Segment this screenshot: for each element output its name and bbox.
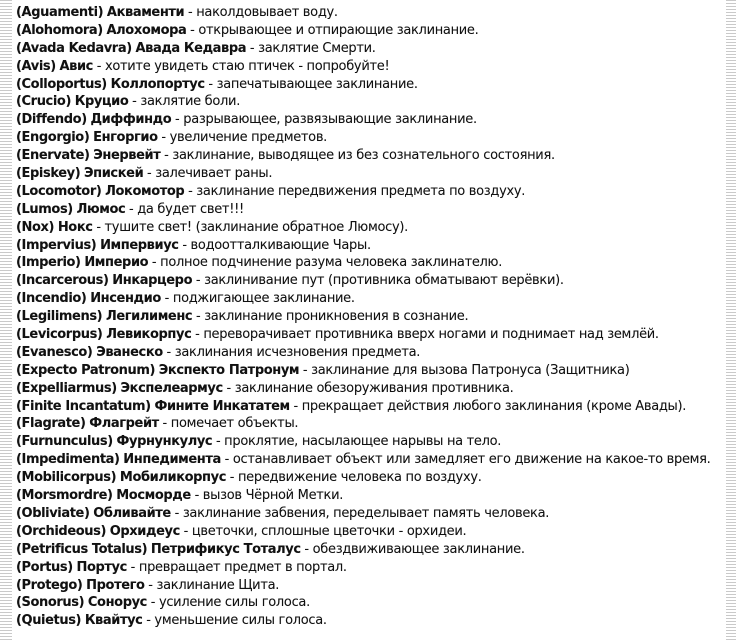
spell-row (16, 308, 728, 326)
spell-latin-name: (Crucio) (16, 94, 71, 110)
spell-latin-name: (Levicorpus) (16, 327, 103, 343)
spell-russian-name: Енгоргио (93, 130, 158, 146)
spell-row (16, 380, 728, 398)
spell-latin-name: (Furnunculus) (16, 434, 113, 450)
spell-latin-name: (Engorgio) (16, 130, 90, 146)
spell-description: - усиление силы голоса. (150, 595, 310, 611)
spell-row (16, 398, 728, 416)
spell-latin-name: (Lumos) (16, 201, 73, 217)
spell-latin-name: (Aguamenti) (16, 5, 104, 20)
spell-row (16, 344, 728, 362)
spell-description: - хотите увидеть стаю птичек - попробуйте! (96, 58, 390, 74)
spell-latin-name: (Episkey) (16, 166, 81, 182)
spell-row (16, 451, 728, 469)
spell-row (16, 76, 728, 94)
spell-latin-name: (Enervate) (16, 148, 90, 164)
spell-latin-name: (Protego) (16, 577, 83, 593)
spell-russian-name: Авада Кедавра (135, 40, 247, 56)
spell-row (16, 254, 728, 272)
spell-description: - заклятие боли. (132, 94, 241, 110)
spell-latin-name: (Colloportus) (16, 76, 107, 92)
spell-description: - заклятие Смерти. (249, 40, 376, 56)
spell-description: - увеличение предметов. (161, 130, 328, 146)
spell-description: - заклинание забвения, переделывает память человека. (174, 505, 550, 521)
spell-latin-name: (Nox) (16, 219, 55, 235)
spell-description: - помечает объекты. (162, 416, 299, 432)
spell-russian-name: Экспекто Патронум (158, 362, 300, 378)
spell-russian-name: Энервейт (93, 148, 161, 164)
spell-latin-name: (Locomotor) (16, 183, 102, 199)
spell-description: - заклинания исчезновения предмета. (166, 344, 421, 360)
spell-row (16, 58, 728, 76)
spell-russian-name: Орхидеус (109, 523, 180, 539)
spell-description: - вызов Чёрной Метки. (194, 488, 344, 504)
spell-russian-name: Квайтус (84, 613, 143, 629)
spell-latin-name: (Portus) (16, 559, 73, 575)
spell-latin-name: (Impervius) (16, 237, 97, 253)
spell-latin-name: (Obliviate) (16, 505, 90, 521)
spell-description: - заклинание для вызова Патронуса (Защитника) (302, 362, 630, 378)
spell-russian-name: Нокс (57, 219, 93, 235)
spell-row (16, 129, 728, 147)
spell-row (16, 326, 728, 344)
spell-russian-name: Мосморде (116, 488, 191, 504)
spell-russian-name: Инсендио (90, 291, 161, 307)
spell-latin-name: (Alohomora) (16, 22, 103, 38)
spell-row (16, 165, 728, 183)
spell-description: - уменьшение силы голоса. (146, 613, 327, 629)
spell-russian-name: Эпискей (84, 166, 144, 182)
spell-russian-name: Мобиликорпус (119, 470, 227, 486)
spell-row (16, 93, 728, 111)
spell-russian-name: Легилименс (105, 309, 193, 325)
spell-latin-name: (Flagrate) (16, 416, 86, 432)
spell-description: - прекращает действия любого заклинания (кроме Авады). (293, 398, 687, 414)
spell-row (16, 147, 728, 165)
spell-russian-name: Обливайте (93, 505, 171, 521)
spell-row (16, 22, 728, 40)
spell-row (16, 237, 728, 255)
left-dotted-border (0, 0, 12, 641)
spell-row (16, 433, 728, 451)
spell-latin-name: (Orchideous) (16, 523, 107, 539)
spell-description: - открывающее и отпирающие заклинание. (190, 22, 479, 38)
spell-russian-name: Фините Инкататем (154, 398, 290, 414)
spell-russian-name: Протего (86, 577, 145, 593)
spell-row (16, 559, 728, 577)
spell-latin-name: (Imperio) (16, 255, 81, 271)
spell-latin-name: (Mobilicorpus) (16, 470, 117, 486)
spell-row (16, 487, 728, 505)
spell-description: - заклинание, выводящее из без сознательного состояния. (164, 148, 555, 164)
spell-latin-name: (Finite Incantatum) (16, 398, 151, 414)
spell-description: - останавливает объект или замедляет его движение на какое-то время. (224, 452, 711, 468)
spell-row (16, 594, 728, 612)
spell-latin-name: (Avis) (16, 58, 56, 74)
spell-description: - проклятие, насылающее нарывы на тело. (215, 434, 502, 450)
spell-russian-name: Импервиус (100, 237, 179, 253)
spell-row (16, 4, 728, 22)
spell-russian-name: Диффиндо (90, 112, 172, 128)
spell-description: - заклинание Щита. (148, 577, 280, 593)
spell-row (16, 415, 728, 433)
spell-description: - заклинание передвижения предмета по воздуху. (188, 183, 526, 199)
spell-description: - заклинивание пут (противника обматывают верёвки). (195, 273, 564, 289)
spell-description: - переворачивает противника вверх ногами и поднимает над землёй. (195, 327, 659, 343)
spell-description: - тушите свет! (заклинание обратное Люмосу). (96, 219, 408, 235)
spell-list (16, 4, 728, 630)
spell-description: - наколдовывает воду. (188, 5, 338, 20)
spell-russian-name: Империо (84, 255, 149, 271)
spell-latin-name: (Expelliarmus) (16, 380, 117, 396)
spell-latin-name: (Impedimenta) (16, 452, 120, 468)
spell-description: - да будет свет!!! (129, 201, 244, 217)
spell-row (16, 111, 728, 129)
spell-russian-name: Сонорус (87, 595, 147, 611)
spell-row (16, 523, 728, 541)
spell-latin-name: (Incendio) (16, 291, 87, 307)
spell-description: - превращает предмет в портал. (130, 559, 347, 575)
spell-russian-name: Коллопортус (110, 76, 205, 92)
spell-latin-name: (Avada Kedavra) (16, 40, 132, 56)
spell-russian-name: Локомотор (105, 183, 185, 199)
spell-description: - запечатывающее заклинание. (208, 76, 418, 92)
spell-russian-name: Экспелеармус (120, 380, 223, 396)
spell-row (16, 362, 728, 380)
spell-description: - обездвиживающее заклинание. (304, 541, 525, 557)
spell-latin-name: (Quietus) (16, 613, 82, 629)
spell-row (16, 183, 728, 201)
spell-row (16, 219, 728, 237)
spell-description: - полное подчинение разума человека заклинателю. (151, 255, 503, 271)
spell-row (16, 505, 728, 523)
spell-description: - разрывающее, развязывающие заклинание. (175, 112, 477, 128)
spell-row (16, 541, 728, 559)
spell-russian-name: Фурнункулус (116, 434, 213, 450)
spell-russian-name: Акваменти (106, 5, 185, 20)
spell-row (16, 290, 728, 308)
spell-row (16, 201, 728, 219)
spell-description: - передвижение человека по воздуху. (229, 470, 482, 486)
spell-russian-name: Алохомора (106, 22, 187, 38)
spell-row (16, 272, 728, 290)
spell-row (16, 40, 728, 58)
spell-latin-name: (Incarcerous) (16, 273, 109, 289)
spell-latin-name: (Petrificus Totalus) (16, 541, 148, 557)
spell-russian-name: Левикорпус (106, 327, 192, 343)
spell-row (16, 469, 728, 487)
spell-latin-name: (Sonorus) (16, 595, 85, 611)
spell-russian-name: Инпедимента (123, 452, 221, 468)
spell-russian-name: Эванеско (96, 344, 163, 360)
spell-latin-name: (Diffendo) (16, 112, 87, 128)
spell-russian-name: Портус (76, 559, 127, 575)
spell-russian-name: Круцио (74, 94, 129, 110)
spell-russian-name: Люмос (76, 201, 126, 217)
spell-description: - водоотталкивающие Чары. (182, 237, 371, 253)
spell-description: - поджигающее заклинание. (164, 291, 355, 307)
spell-russian-name: Инкарцеро (112, 273, 193, 289)
spell-row (16, 612, 728, 630)
spell-russian-name: Петрификус Тоталус (150, 541, 301, 557)
spell-row (16, 577, 728, 595)
spell-description: - заклинание проникновения в сознание. (195, 309, 469, 325)
spell-latin-name: (Evanesco) (16, 344, 93, 360)
spell-latin-name: (Morsmordre) (16, 488, 113, 504)
spell-russian-name: Флагрейт (89, 416, 159, 432)
spell-russian-name: Авис (59, 58, 93, 74)
spell-latin-name: (Expecto Patronum) (16, 362, 156, 378)
spell-description: - заклинание обезоруживания противника. (226, 380, 514, 396)
spell-latin-name: (Legilimens) (16, 309, 103, 325)
spell-description: - цветочки, сплошные цветочки - орхидеи. (183, 523, 467, 539)
spell-description: - залечивает раны. (147, 166, 273, 182)
